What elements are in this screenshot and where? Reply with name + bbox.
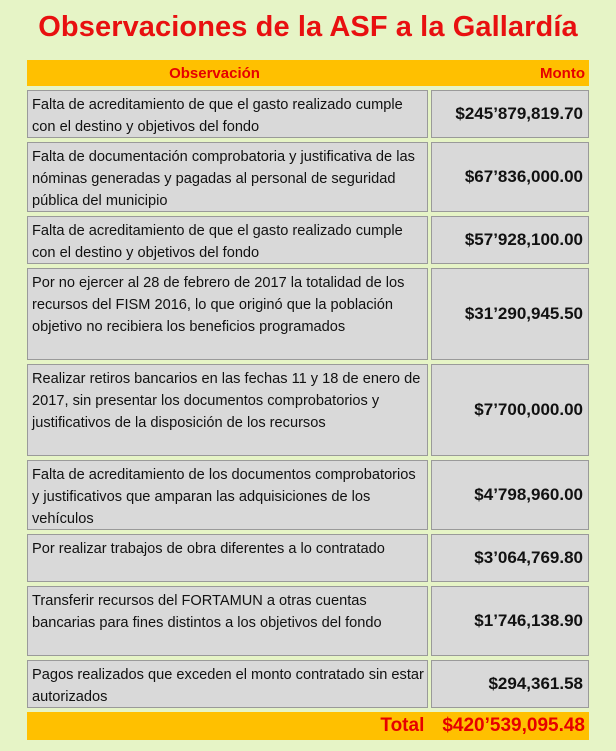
- table-row: [27, 142, 589, 212]
- table-row: [27, 268, 589, 360]
- row-observation: Pagos realizados que exceden el monto contratado sin estar autorizados: [27, 660, 428, 708]
- row-amount: $294,361.58: [431, 660, 589, 708]
- row-amount: $4’798,960.00: [431, 460, 589, 530]
- row-observation: Transferir recursos del FORTAMUN a otras cuentas bancarias para fines distintos a los objetivos del fondo: [27, 586, 428, 656]
- table-row: [27, 216, 589, 264]
- row-observation: Falta de acreditamiento de los documentos comprobatorios y justificativos que amparan las adquisiciones de los vehículos: [27, 460, 428, 530]
- row-amount: $31’290,945.50: [431, 268, 589, 360]
- header-observacion: Observación: [169, 64, 260, 82]
- row-amount: $1’746,138.90: [431, 586, 589, 656]
- row-amount: $7’700,000.00: [431, 364, 589, 456]
- row-observation: Por realizar trabajos de obra diferentes a lo contratado: [27, 534, 428, 582]
- observations-table: [27, 60, 589, 740]
- table-row: [27, 586, 589, 656]
- row-amount: $245’879,819.70: [431, 90, 589, 138]
- row-amount: $57’928,100.00: [431, 216, 589, 264]
- row-observation: Falta de documentación comprobatoria y justificativa de las nóminas generadas y pagadas al personal de seguridad pública del municipio: [27, 142, 428, 212]
- header-monto: Monto: [540, 64, 585, 82]
- row-observation: Realizar retiros bancarios en las fechas 11 y 18 de enero de 2017, sin presentar los documentos comprobatorios y justificativos de la disposición de los recursos: [27, 364, 428, 456]
- row-observation: Falta de acreditamiento de que el gasto realizado cumple con el destino y objetivos del fondo: [27, 216, 428, 264]
- total-row: [27, 712, 589, 740]
- row-amount: $3’064,769.80: [431, 534, 589, 582]
- row-observation: Por no ejercer al 28 de febrero de 2017 la totalidad de los recursos del FISM 2016, lo que originó que la población objetivo no recibiera los beneficios programados: [27, 268, 428, 360]
- table-header: [27, 60, 589, 86]
- row-observation: Falta de acreditamiento de que el gasto realizado cumple con el destino y objetivos del fondo: [27, 90, 428, 138]
- row-amount: $67’836,000.00: [431, 142, 589, 212]
- table-row: [27, 460, 589, 530]
- table-row: [27, 660, 589, 708]
- page-title: Observaciones de la ASF a la Gallardía: [38, 11, 578, 43]
- total-value: $420’539,095.48: [442, 715, 585, 736]
- total-label: Total: [380, 715, 425, 736]
- table-row: [27, 90, 589, 138]
- table-row: [27, 364, 589, 456]
- table-row: [27, 534, 589, 582]
